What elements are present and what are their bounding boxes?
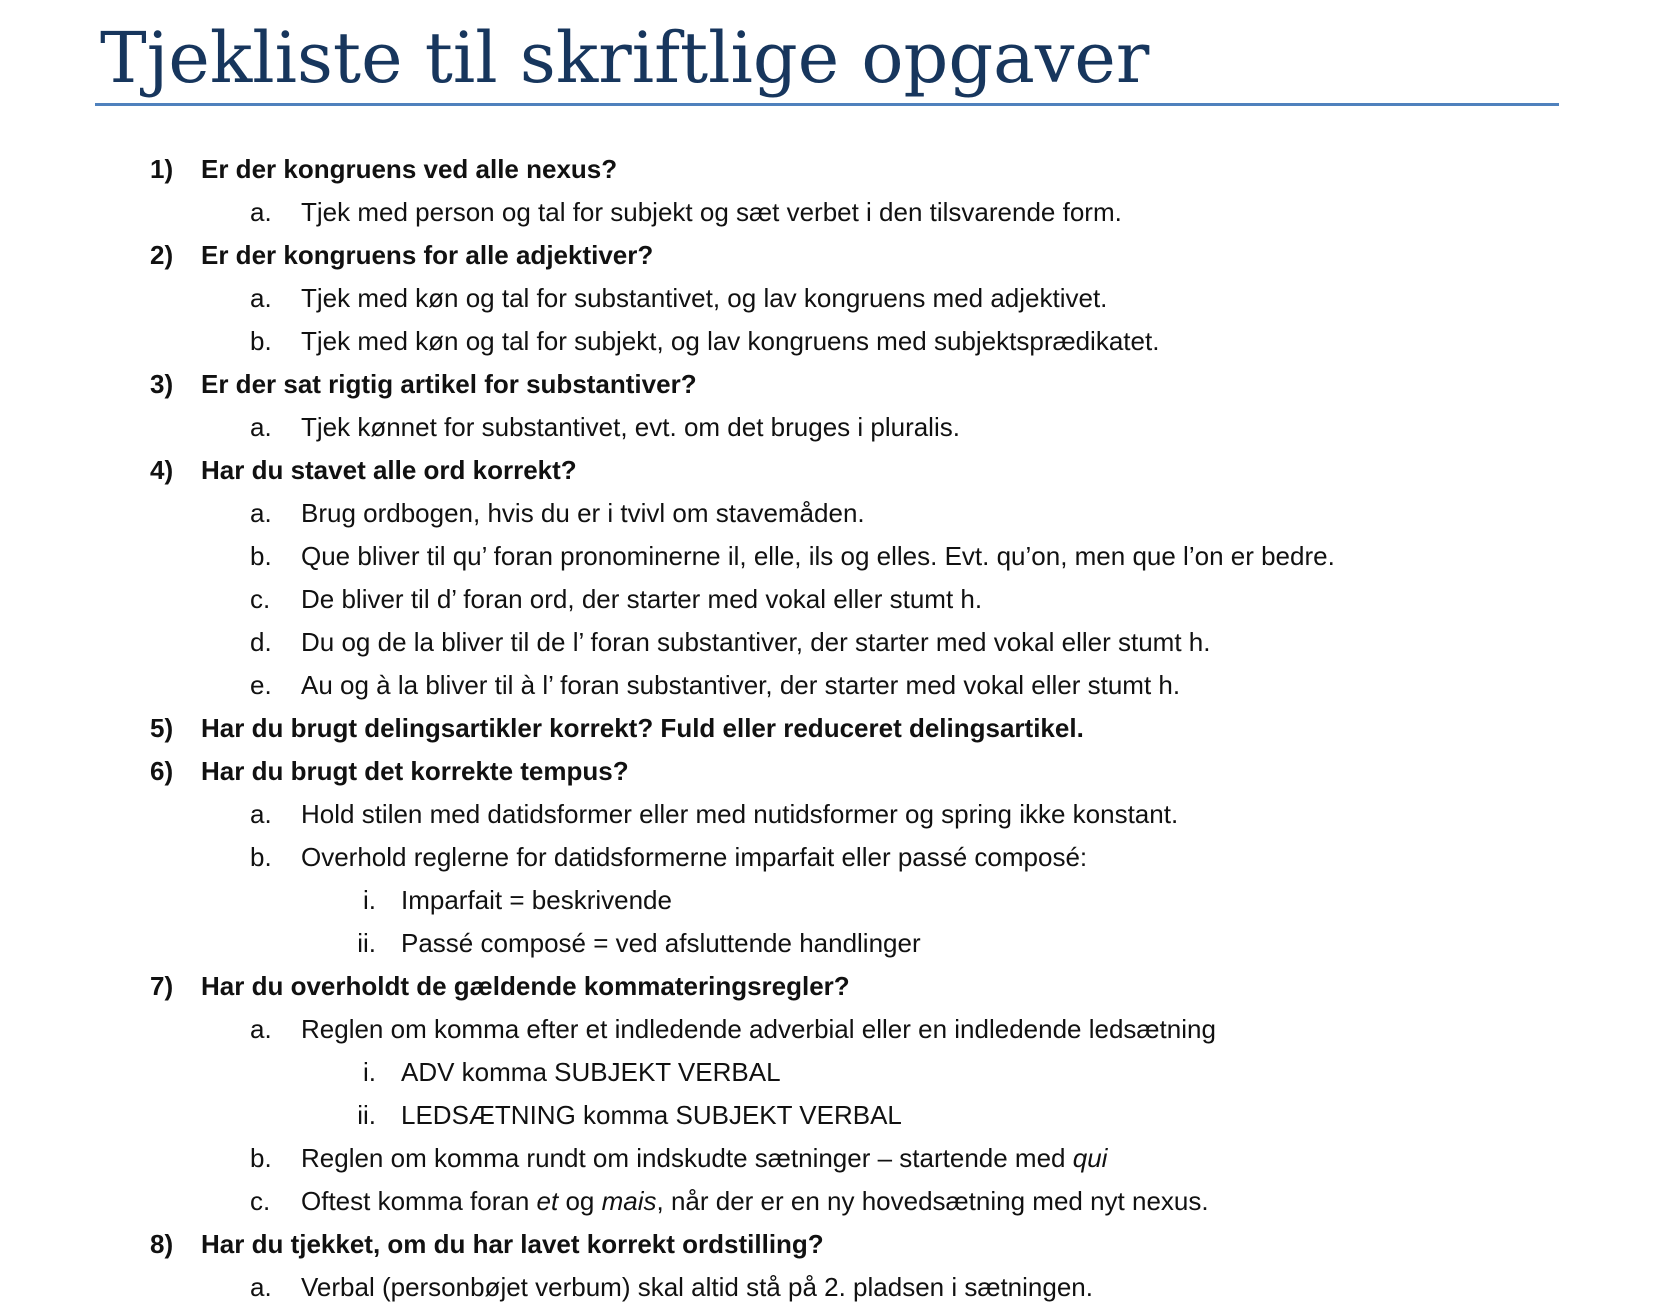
checklist-subitem: [0, 1180, 1654, 1223]
list-marker: 8): [150, 1229, 174, 1259]
checklist-subitem: [0, 492, 1654, 535]
checklist-subitem: [0, 1008, 1654, 1051]
checklist-subitem: [0, 277, 1654, 320]
list-marker: a.: [250, 1014, 272, 1044]
list-marker: 4): [150, 455, 174, 485]
list-item-text: Overhold reglerne for datidsformerne imparfait eller passé composé:: [301, 842, 1088, 872]
text-run: Reglen om komma rundt om indskudte sætninger – startende med: [301, 1143, 1073, 1173]
list-item-text: Brug ordbogen, hvis du er i tvivl om stavemåden.: [301, 498, 865, 528]
checklist-subsubitem: [0, 922, 1654, 965]
list-marker: a.: [250, 412, 272, 442]
list-marker: 2): [150, 240, 174, 270]
list-marker: ii.: [357, 928, 376, 958]
checklist-question: [0, 449, 1654, 492]
list-marker: 5): [150, 713, 174, 743]
checklist-question: [0, 965, 1654, 1008]
list-marker: b.: [250, 326, 272, 356]
checklist-question: [0, 148, 1654, 191]
list-item-text: Er der kongruens for alle adjektiver?: [201, 240, 654, 270]
checklist-subitem: [0, 191, 1654, 234]
checklist-subsubitem: [0, 879, 1654, 922]
checklist-subitem: [0, 836, 1654, 879]
title-underline: [95, 103, 1559, 106]
list-item-text: LEDSÆTNING komma SUBJEKT VERBAL: [401, 1100, 902, 1130]
list-item-text: ADV komma SUBJEKT VERBAL: [401, 1057, 781, 1087]
text-run: og: [558, 1186, 602, 1216]
list-item-text: Tjek med køn og tal for substantivet, og lav kongruens med adjektivet.: [301, 283, 1108, 313]
list-item-text: Har du stavet alle ord korrekt?: [201, 455, 577, 485]
list-item-text: Har du tjekket, om du har lavet korrekt ordstilling?: [201, 1229, 824, 1259]
list-marker: 1): [150, 154, 174, 184]
list-marker: 3): [150, 369, 174, 399]
list-marker: i.: [363, 885, 376, 915]
checklist-subitem: [0, 320, 1654, 363]
list-item-text: Reglen om komma efter et indledende adverbial eller en indledende ledsætning: [301, 1014, 1216, 1044]
checklist-subitem: [0, 535, 1654, 578]
list-item-text: Har du brugt det korrekte tempus?: [201, 756, 629, 786]
list-marker: b.: [250, 541, 272, 571]
list-marker: 7): [150, 971, 174, 1001]
checklist-subitem: [0, 578, 1654, 621]
list-item-text: Verbal (personbøjet verbum) skal altid stå på 2. pladsen i sætningen.: [301, 1272, 1093, 1302]
list-item-text: Imparfait = beskrivende: [401, 885, 672, 915]
checklist-subitem: [0, 621, 1654, 664]
checklist-subitem: [0, 1137, 1654, 1180]
list-marker: 6): [150, 756, 174, 786]
list-item-text: Har du overholdt de gældende kommateringsregler?: [201, 971, 850, 1001]
list-item-text: [301, 1180, 1209, 1223]
checklist: [0, 148, 1654, 1309]
list-item-text: Du og de la bliver til de l’ foran substantiver, der starter med vokal eller stumt h.: [301, 627, 1211, 657]
checklist-question: [0, 234, 1654, 277]
checklist-question: [0, 363, 1654, 406]
list-item-text: Tjek kønnet for substantivet, evt. om det bruges i pluralis.: [301, 412, 960, 442]
list-marker: a.: [250, 1272, 272, 1302]
checklist-subsubitem: [0, 1051, 1654, 1094]
list-item-text: Tjek med køn og tal for subjekt, og lav kongruens med subjektsprædikatet.: [301, 326, 1160, 356]
list-marker: a.: [250, 498, 272, 528]
list-marker: c.: [250, 584, 271, 614]
list-item-text: Que bliver til qu’ foran pronominerne il, elle, ils og elles. Evt. qu’on, men que l’on er bedre.: [301, 541, 1335, 571]
italic-term: et: [536, 1186, 559, 1216]
checklist-subitem: [0, 406, 1654, 449]
list-marker: e.: [250, 670, 272, 700]
list-item-text: [301, 1137, 1107, 1180]
list-item-text: Passé composé = ved afsluttende handlinger: [401, 928, 921, 958]
list-marker: d.: [250, 627, 272, 657]
list-marker: ii.: [357, 1100, 376, 1130]
list-marker: b.: [250, 842, 272, 872]
text-run: , når der er en ny hovedsætning med nyt nexus.: [656, 1186, 1209, 1216]
list-marker: a.: [250, 283, 272, 313]
checklist-subitem: [0, 1266, 1654, 1309]
list-marker: c.: [250, 1186, 271, 1216]
italic-term: mais: [601, 1186, 657, 1216]
list-item-text: Er der kongruens ved alle nexus?: [201, 154, 618, 184]
list-marker: a.: [250, 799, 272, 829]
list-item-text: Hold stilen med datidsformer eller med nutidsformer og spring ikke konstant.: [301, 799, 1179, 829]
text-run: Oftest komma foran: [301, 1186, 537, 1216]
checklist-question: [0, 1223, 1654, 1266]
list-item-text: Tjek med person og tal for subjekt og sæt verbet i den tilsvarende form.: [301, 197, 1122, 227]
list-marker: b.: [250, 1143, 272, 1173]
checklist-question: [0, 707, 1654, 750]
list-marker: a.: [250, 197, 272, 227]
list-marker: i.: [363, 1057, 376, 1087]
page-title: Tjekliste til skriftlige opgaver: [100, 17, 1150, 99]
italic-term: qui: [1072, 1143, 1108, 1173]
list-item-text: Au og à la bliver til à l’ foran substantiver, der starter med vokal eller stumt h.: [301, 670, 1181, 700]
checklist-subsubitem: [0, 1094, 1654, 1137]
list-item-text: De bliver til d’ foran ord, der starter med vokal eller stumt h.: [301, 584, 983, 614]
checklist-question: [0, 750, 1654, 793]
checklist-subitem: [0, 664, 1654, 707]
list-item-text: Har du brugt delingsartikler korrekt? Fuld eller reduceret delingsartikel.: [201, 713, 1084, 743]
list-item-text: Er der sat rigtig artikel for substantiver?: [201, 369, 697, 399]
checklist-subitem: [0, 793, 1654, 836]
